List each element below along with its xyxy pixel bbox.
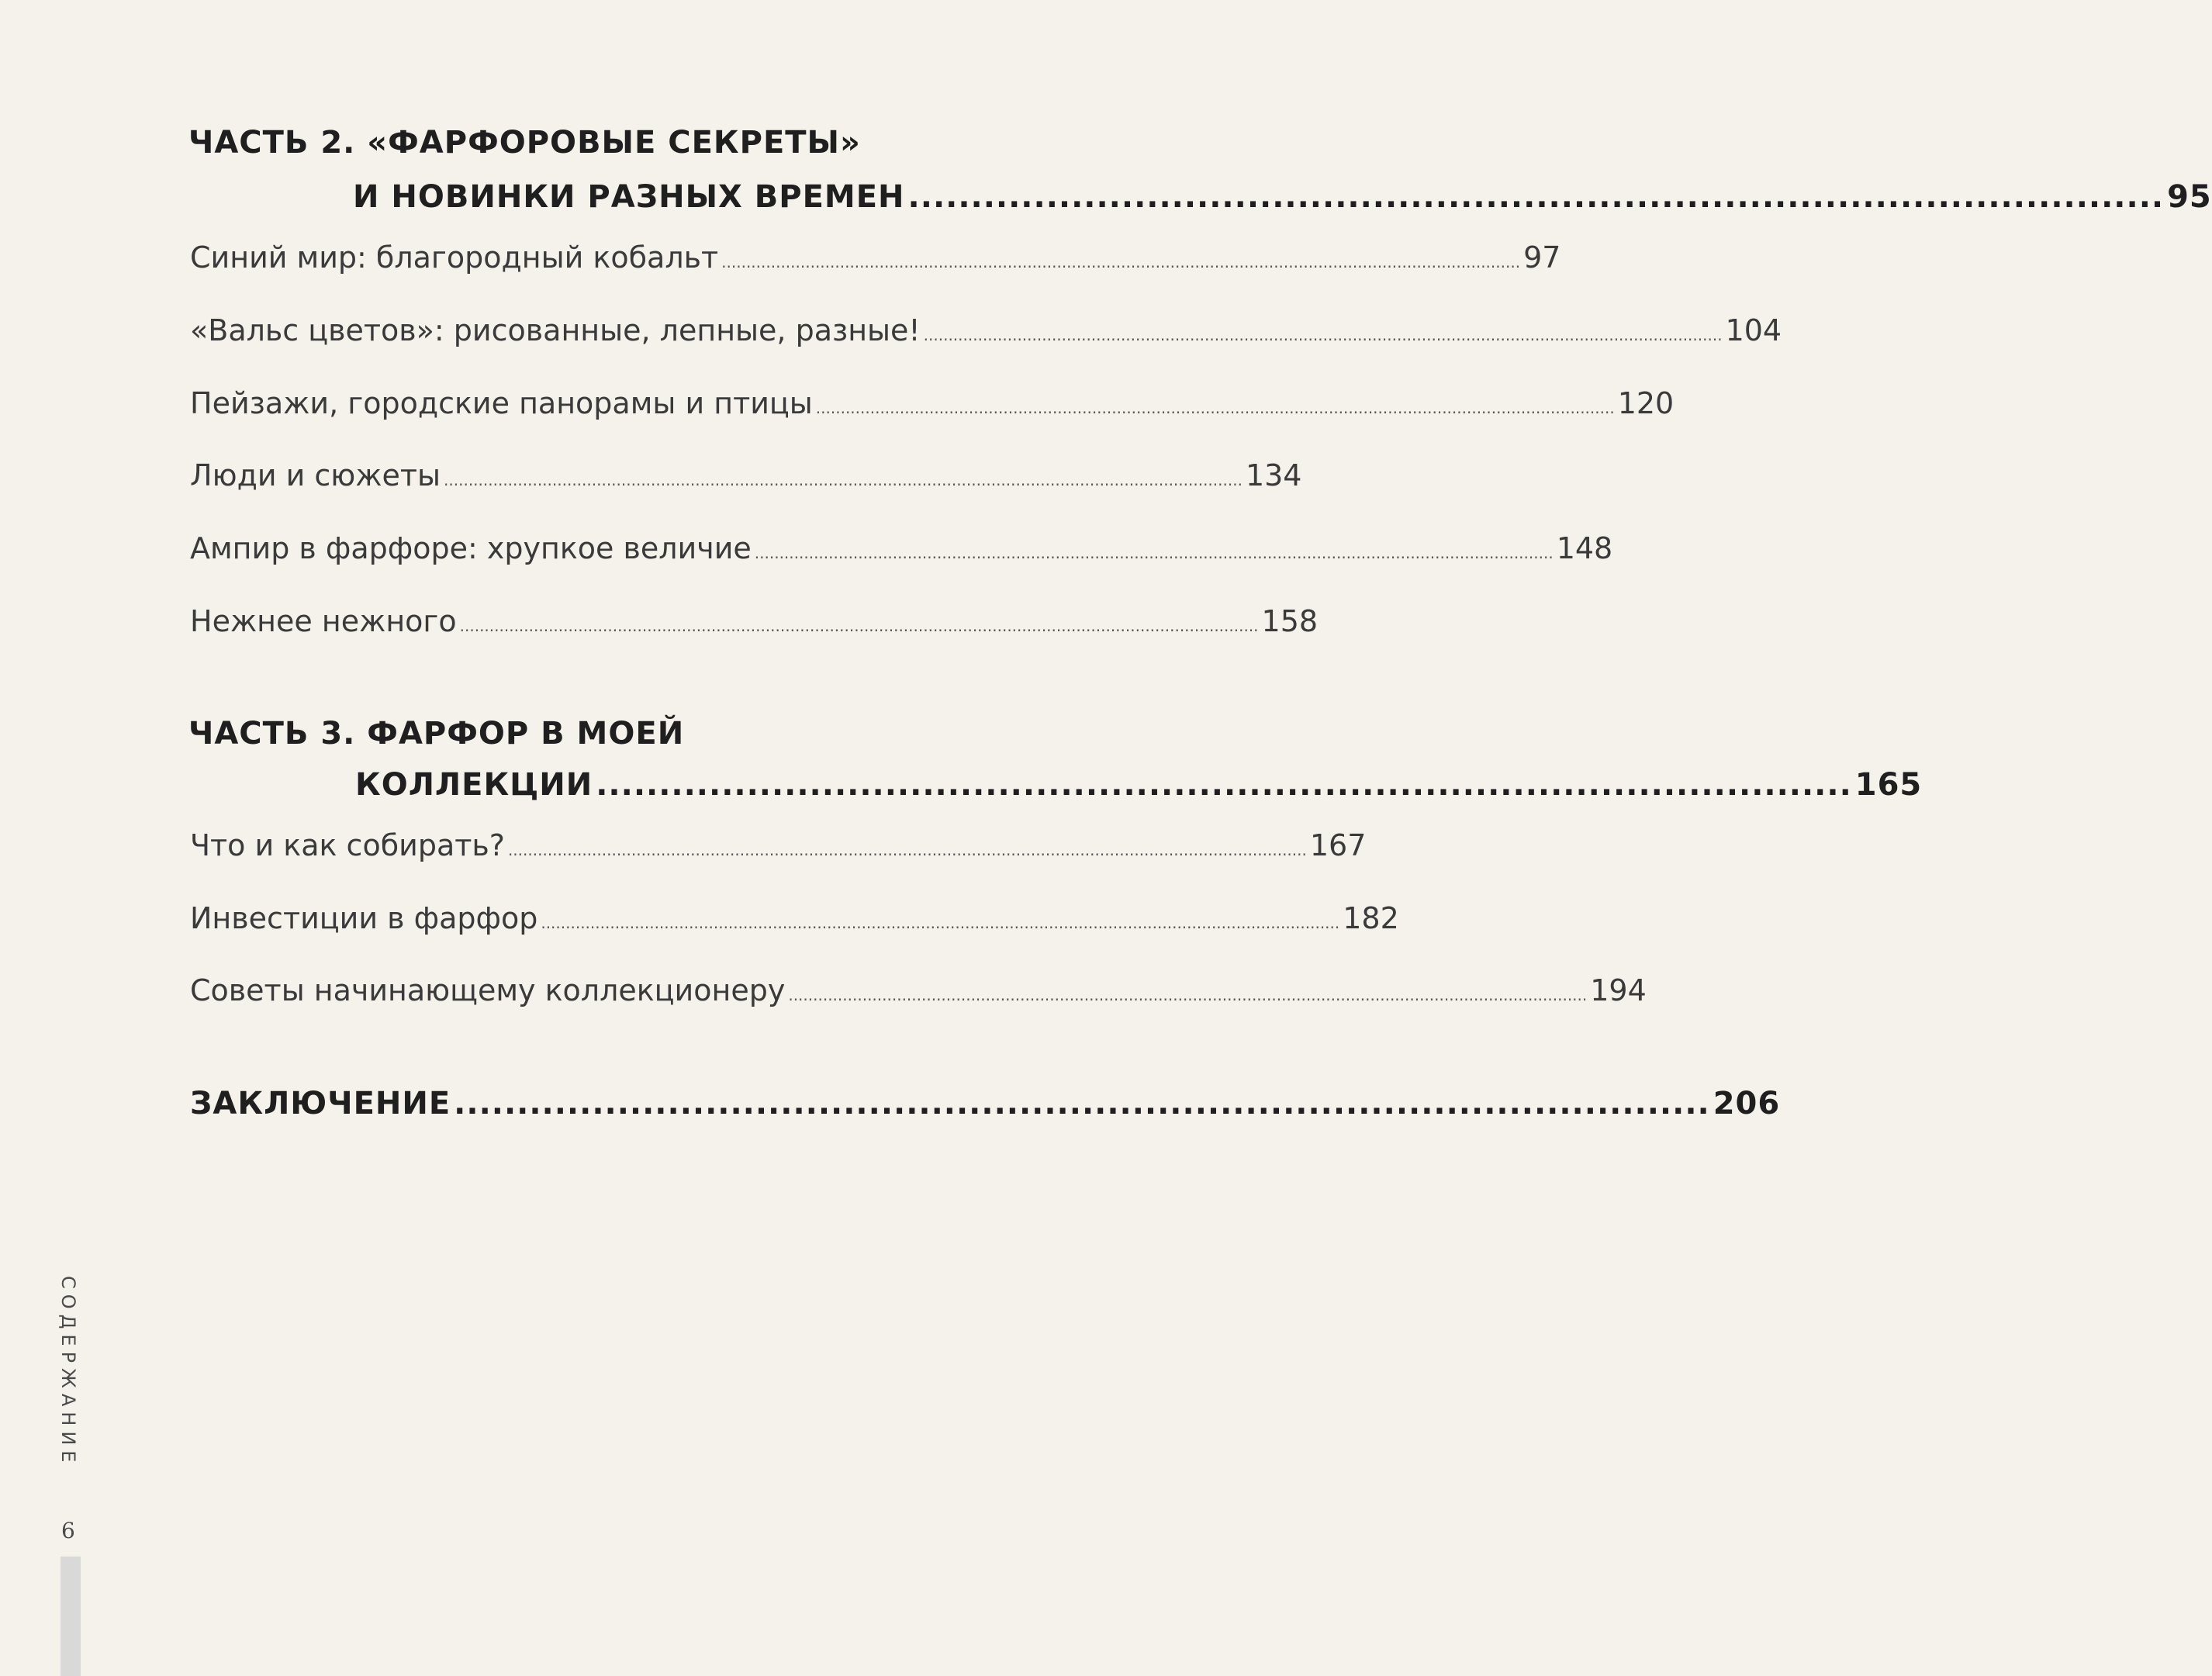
toc-entry-page: 134 [1245,458,1302,492]
toc-entry[interactable] [190,312,1782,354]
toc-entry-title: Что и как собирать? [190,828,505,862]
toc-entry-page: 148 [1556,531,1613,565]
toc-entry-page: 158 [1261,604,1319,638]
dot-leader: .................................................................................................... [907,179,2165,215]
dot-leader: .................................................................................................................................................................. [721,253,1521,271]
toc-entry[interactable] [190,827,1367,869]
toc-entry-title: «Вальс цветов»: рисованные, лепные, разные! [190,313,921,347]
part-2-page-number: 95 [2167,179,2212,215]
toc-entry[interactable] [190,900,1399,942]
dot-leader: .................................................................................................... [596,767,1852,803]
toc-entry-page: 120 [1617,386,1675,420]
toc-entry-title: Пейзажи, городские панорамы и птицы [190,386,813,420]
dot-leader: .................................................................................................................................................................. [541,914,1340,932]
dot-leader: .................................................................................................... [454,1086,1710,1121]
toc-entry-page: 104 [1725,313,1782,347]
toc-entry-page: 167 [1309,828,1367,862]
dot-leader: .................................................................................................................................................................. [815,399,1615,417]
toc-entry[interactable] [190,457,1302,499]
conclusion-title: ЗАКЛЮЧЕНИЕ [190,1086,451,1121]
page-number: 6 [61,1518,75,1543]
part-2-title-line-1: ЧАСТЬ 2. «ФАРФОРОВЫЕ СЕКРЕТЫ» [188,125,861,161]
part-3-title-line-2: КОЛЛЕКЦИИ [355,767,593,803]
dot-leader: .................................................................................................................................................................. [507,841,1307,859]
page-edge-bar [60,1557,81,1676]
toc-entry-title: Нежнее нежного [190,604,457,638]
part-2-entry[interactable] [353,177,2212,217]
dot-leader: .................................................................................................................................................................. [444,471,1243,489]
toc-entry-title: Инвестиции в фарфор [190,901,538,935]
toc-entry-page: 194 [1590,973,1647,1007]
toc-entry-page: 182 [1343,901,1399,935]
dot-leader: .................................................................................................................................................................. [923,326,1723,344]
toc-entry-title: Люди и сюжеты [190,458,441,492]
part-2-title-line-2: И НОВИНКИ РАЗНЫХ ВРЕМЕН [353,179,905,215]
toc-entry-title: Советы начинающему коллекционеру [190,973,786,1007]
toc-entry-page: 97 [1523,240,1561,275]
toc-entry[interactable] [190,530,1613,572]
part-3-entry[interactable] [355,765,1923,805]
toc-entry[interactable] [190,385,1675,427]
toc-entry[interactable] [190,603,1319,644]
dot-leader: .................................................................................................................................................................. [788,986,1588,1004]
dot-leader: .................................................................................................................................................................. [754,544,1554,562]
toc-entry[interactable] [190,239,1561,281]
toc-entry-title: Синий мир: благородный кобальт [190,240,719,275]
toc-entry[interactable] [190,972,1647,1014]
part-3-title-line-1: ЧАСТЬ 3. ФАРФОР В МОЕЙ [188,716,685,752]
running-head-label: СОДЕРЖАНИЕ [57,1276,79,1468]
conclusion-page-number: 206 [1713,1086,1781,1121]
conclusion-entry[interactable] [190,1083,1781,1124]
part-3-page-number: 165 [1854,767,1923,803]
toc-entry-title: Ампир в фарфоре: хрупкое величие [190,531,752,565]
dot-leader: .................................................................................................................................................................. [459,617,1259,635]
